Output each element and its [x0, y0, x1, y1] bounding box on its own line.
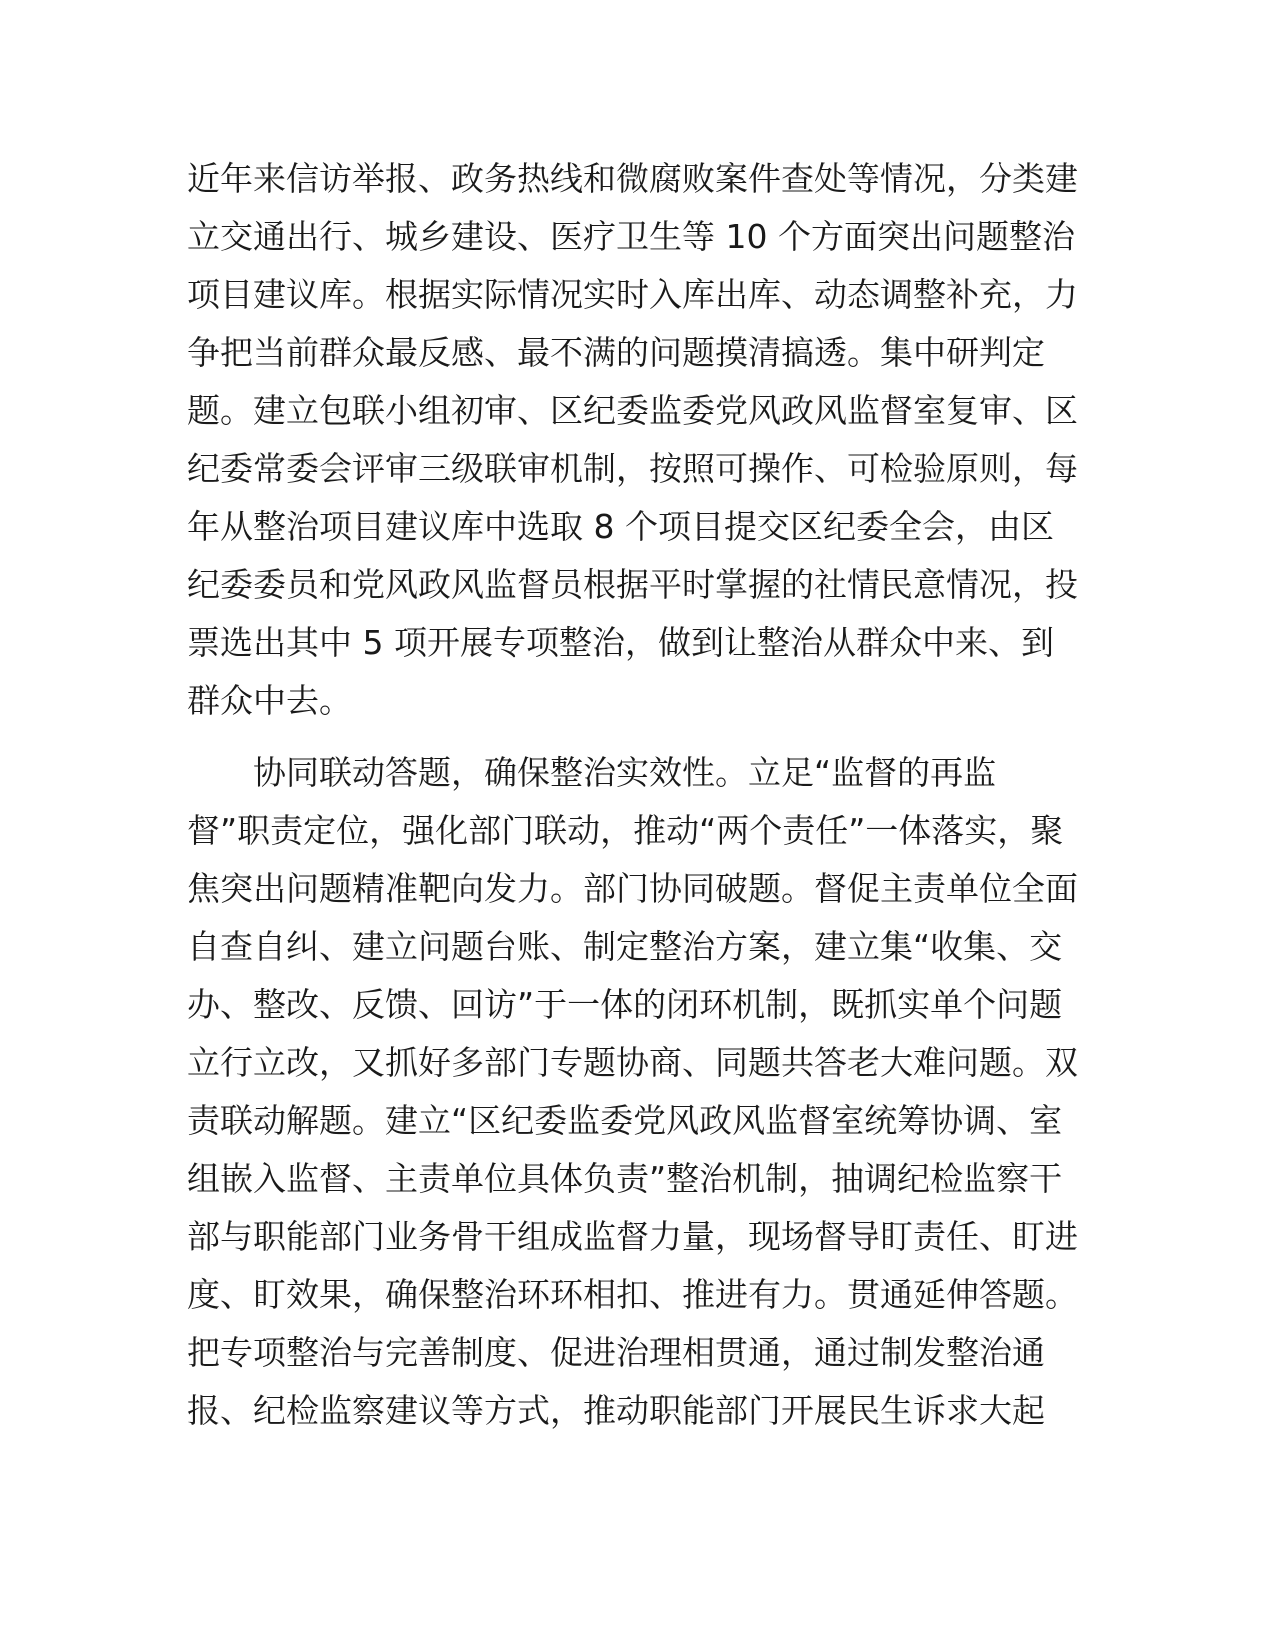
text-line: 票选出其中 5 项开展专项整治，做到让整治从群众中来、到	[187, 623, 1054, 662]
text-line: 群众中去。	[187, 681, 352, 720]
text-line: 立行立改，又抓好多部门专题协商、同题共答老大难问题。双	[187, 1043, 1078, 1082]
text-line: 年从整治项目建议库中选取 8 个项目提交区纪委全会，由区	[187, 507, 1054, 546]
text-line: 纪委委员和党风政风监督员根据平时掌握的社情民意情况，投	[187, 565, 1078, 604]
text-line: 自查自纠、建立问题台账、制定整治方案，建立集“收集、交	[187, 927, 1063, 966]
text-line: 组嵌入监督、主责单位具体负责”整治机制，抽调纪检监察干	[187, 1159, 1063, 1198]
text-line: 近年来信访举报、政务热线和微腐败案件查处等情况，分类建	[187, 159, 1078, 198]
text-line: 度、盯效果，确保整治环环相扣、推进有力。贯通延伸答题。	[187, 1275, 1078, 1314]
document-body	[187, 150, 1087, 1440]
paragraph-1	[187, 150, 1087, 730]
paragraph-spacer	[187, 730, 1087, 744]
text-line: 项目建议库。根据实际情况实时入库出库、动态调整补充，力	[187, 275, 1078, 314]
text-line: 报、纪检监察建议等方式，推动职能部门开展民生诉求大起	[187, 1391, 1045, 1430]
text-line: 争把当前群众最反感、最不满的问题摸清搞透。集中研判定	[187, 333, 1045, 372]
text-line: 题。建立包联小组初审、区纪委监委党风政风监督室复审、区	[187, 391, 1078, 430]
text-line: 焦突出问题精准靶向发力。部门协同破题。督促主责单位全面	[187, 869, 1078, 908]
text-line: 部与职能部门业务骨干组成监督力量，现场督导盯责任、盯进	[187, 1217, 1078, 1256]
paragraph-2	[187, 744, 1087, 1440]
text-line: 纪委常委会评审三级联审机制，按照可操作、可检验原则，每	[187, 449, 1078, 488]
text-line: 责联动解题。建立“区纪委监委党风政风监督室统筹协调、室	[187, 1101, 1063, 1140]
text-line: 协同联动答题，确保整治实效性。立足“监督的再监	[253, 753, 997, 792]
text-line: 立交通出行、城乡建设、医疗卫生等 10 个方面突出问题整治	[187, 217, 1075, 256]
text-line: 督”职责定位，强化部门联动，推动“两个责任”一体落实，聚	[187, 811, 1064, 850]
text-line: 把专项整治与完善制度、促进治理相贯通，通过制发整治通	[187, 1333, 1045, 1372]
text-line: 办、整改、反馈、回访”于一体的闭环机制，既抓实单个问题	[187, 985, 1063, 1024]
